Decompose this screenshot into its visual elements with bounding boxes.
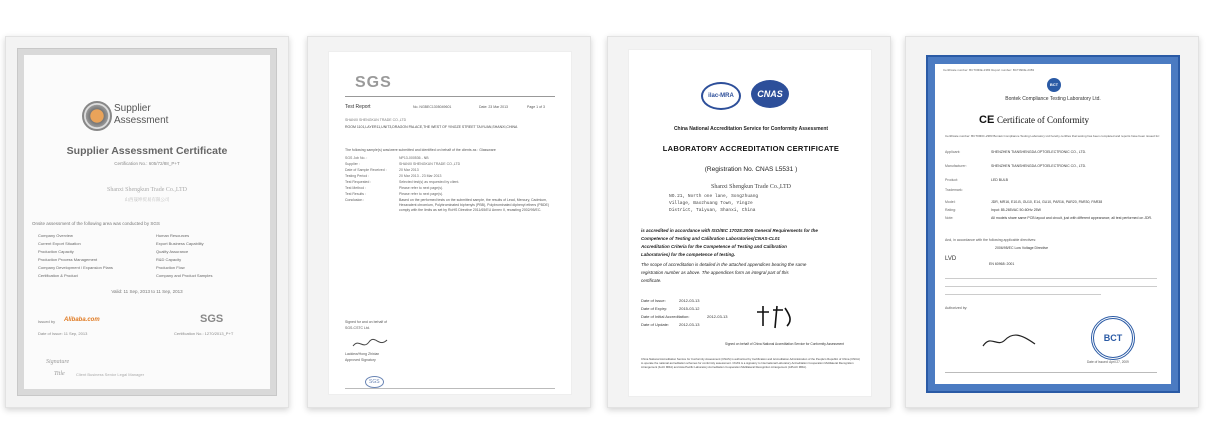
field-value: LED BULB — [991, 178, 1008, 182]
directive-value: 2006/95/EC Low Voltage Directive — [995, 246, 1049, 250]
date-value: 2012-03-13 — [679, 298, 700, 303]
issued-by-label: Issued by — [38, 319, 56, 324]
field-value: NP13-000536 - NB — [399, 156, 429, 160]
footer-rule — [345, 388, 555, 389]
field-value: 20 Mar 2013 - 23 Mar 2013 — [399, 174, 442, 178]
accreditation-line-3: Accreditation Criteria for the Competence of Testing and Calibration — [641, 244, 787, 249]
brand-line2: Assessment — [114, 115, 169, 126]
signed-for: Signed for and on behalf of — [345, 320, 388, 324]
assessed-text: Onsite assessment of the following area was conducted by SGS — [32, 221, 160, 226]
ce-mark-icon: CE — [979, 114, 995, 126]
top-reference: Certificate number: BCT09DE-2383 Report number: BCT09DE-2383 — [943, 68, 1035, 72]
cnas-logo-icon: CNAS — [751, 80, 789, 108]
area-right: Company and Product Samples — [156, 273, 213, 278]
area-right: Quality Assurance — [156, 249, 189, 254]
field-value: Selected test(s) as requested by client. — [399, 180, 460, 184]
certificate-paper — [18, 49, 276, 395]
signature-icon — [753, 304, 797, 330]
field-label: Test Results : — [345, 192, 367, 196]
client-address: ROOM 1101,LAYER11,UNIT3,DRAGON PALACE,THE WEST OF YINGZE STREET TAIYUAN,SHANXI,CHINA — [345, 125, 518, 129]
cnas-footer: China National Accreditation Service for Conformity Assessment (CNAS) is authorized by Certification and Accreditation Administration of the People's Republic of China (CNCA) to operate the national accreditation schemes for conformity assessment. CNAS is a signatory to International Laboratory Accreditation Cooperation Multilateral Recognition Arrangement (ILAC MRA) and Asia Pacific Laboratory Accreditation Cooperation Multilateral Recognition Arrangement (APLAC MRA). — [641, 357, 860, 369]
field-value: SHANXI SHENGKUN TRADE CO.,LTD — [399, 162, 461, 166]
field-value: Please refer to next page(s). — [399, 192, 444, 196]
company-name-cn: 山西晟坤贸易有限公司 — [124, 197, 170, 202]
date-label: Date of Issue: — [641, 298, 666, 303]
field-label: SGS Job No. : — [345, 156, 368, 160]
date-value: 2015-03-12 — [679, 306, 700, 311]
field-label: Note: — [945, 216, 954, 220]
area-left: Certification & Product — [38, 273, 78, 278]
field-label: Rating: — [945, 208, 957, 212]
certificate-title: Certificate of Conformity — [997, 115, 1089, 125]
certification-number: Certification No.: 605/72/88_P+T — [114, 161, 180, 166]
certificate-paper — [928, 57, 1178, 391]
bct-stamp-icon: BCT — [1091, 316, 1135, 360]
field-label: Test Requested : — [345, 180, 372, 184]
area-right: Export Business Capability — [156, 241, 204, 246]
authorized-label: Authorized by: — [945, 306, 968, 310]
report-number: No. NGBEC1305049601 — [413, 105, 452, 109]
certificate-title: LABORATORY ACCREDITATION CERTIFICATE — [662, 144, 840, 153]
conclusion-text: Based on the performed tests on the submitted sample, the results of Lead, Mercury, Cadmium, Hexavalent chromium, Polybrominated biphenyls (PBB), Polybrominated diphenyl ethers (PBDE) comply with the limits as set by RoHS Directive 2011/65/EU Annex II, recasting 2002/95/EC. — [399, 198, 549, 212]
field-label: Date of Sample Received : — [345, 168, 387, 172]
date-value: 2012-03-13 — [679, 322, 700, 327]
field-label: Trademark: — [945, 188, 963, 192]
field-label: Manufacturer: — [945, 164, 967, 168]
footer-rule — [945, 372, 1157, 373]
alibaba-seal-icon — [82, 101, 112, 131]
field-value: SHENZHEN TIANSHENGDA OPTOELECTRONIC CO., LTD. — [991, 164, 1087, 168]
title-label: Title — [54, 371, 65, 377]
certificate-intro: Certificate number: BCT09DC-2383 Bontek Compliance Testing Laboratory Ltd hereby certifies that testing has been completed and reports have been issued for: — [945, 134, 1160, 138]
accreditation-line-4: Laboratories) for the competence of testing. — [641, 252, 736, 257]
company-address-2: Village, Baozhuang Town, Yingze — [669, 201, 753, 206]
area-left: Production Capacity — [38, 249, 74, 254]
brand-line1: Supplier — [114, 103, 151, 114]
certification-number-2: Certification No.: 1270/2013_P+T — [174, 331, 234, 336]
area-left: Company Overview — [38, 233, 73, 238]
title-value: Client Business Senior Legal Manager — [76, 372, 145, 377]
sgs-logo: SGS — [200, 313, 224, 325]
field-label: Supplier : — [345, 162, 360, 166]
text-block-rule — [945, 294, 1101, 295]
header-rule — [345, 96, 555, 97]
scope-line-2: registration number as above. The appendices form an integral part of this — [641, 270, 789, 275]
date-label: Date of Expiry: — [641, 306, 668, 311]
bct-logo-icon: BCT — [1047, 78, 1061, 92]
page-number: Page 1 of 3 — [527, 105, 545, 109]
standard-value: EN 60968: 2001 — [989, 262, 1015, 266]
alibaba-logo: Alibaba.com — [64, 317, 100, 323]
certificate-title: Supplier Assessment Certificate — [66, 145, 228, 157]
date-label: Date of Update: — [641, 322, 670, 327]
registration-number: (Registration No. CNAS L5531 ) — [704, 166, 798, 173]
bct-certificate-of-conformity-frame — [905, 36, 1199, 408]
area-left: Current Export Situation — [38, 241, 81, 246]
signed-on-behalf: Signed on behalf of China National Accreditation Service for Conformity Assessment — [725, 342, 844, 346]
company-address-3: District, Taiyuan, Shanxi, China — [669, 208, 756, 213]
scope-line-1: The scope of accreditation is detailed in the attached appendices bearing the same — [641, 262, 807, 267]
lab-name: Bontek Compliance Testing Laboratory Ltd. — [1005, 96, 1101, 102]
company-name: Shanxi Shengkun Trade Co.,LTD — [711, 184, 791, 190]
signer-name: Lackiew/Hong Zhixian — [345, 352, 380, 356]
field-value: SHENZHEN TIANSHENGDA OPTOELECTRONIC CO., LTD. — [991, 150, 1087, 154]
sgs-logo: SGS — [355, 74, 392, 91]
report-intro: The following sample(s) was/were submitted and identified on behalf of the clients as : Glassware — [345, 148, 496, 152]
supplier-assessment-certificate-frame — [5, 36, 289, 408]
certificate-fields — [945, 150, 1161, 260]
sgs-stamp: SGS — [365, 376, 384, 388]
date-label: Date of Initial Accreditation: — [641, 314, 690, 319]
scope-line-3: certificate. — [641, 278, 662, 283]
report-paper — [328, 51, 572, 395]
area-left: Company Development / Expansion Plans — [38, 265, 113, 270]
signer-title: Approved Signatory — [345, 358, 376, 362]
field-value: JDR, MR16, E10-B, GU10, E14, GU10, PAR16, PAR20, PAR30, PAR38 — [991, 200, 1103, 204]
text-block-rule — [945, 278, 1157, 279]
issue-date: Date of Issue: 11 Sep, 2013 — [38, 331, 88, 336]
client-company: SHANXI SHENGKUN TRADE CO.,LTD — [345, 118, 407, 122]
field-value: Please refer to next page(s). — [399, 186, 444, 190]
area-left: Production Process Management — [38, 257, 98, 262]
field-label: Model: — [945, 200, 956, 204]
issued-date: Date of Issued: April 27, 2009 — [1087, 360, 1129, 364]
signature-label: Signature — [46, 359, 70, 365]
ilac-mra-logo-icon: ilac-MRA — [701, 82, 741, 110]
sgs-test-report-frame — [307, 36, 591, 408]
text-block-rule — [945, 286, 1157, 287]
date-value: 2012-03-13 — [707, 314, 728, 319]
company-name: Shanxi Shengkun Trade Co.,LTD — [107, 187, 187, 193]
document-title: Test Report — [345, 104, 371, 110]
field-value: All models share same PCB layout and circuit, just with different appearance, all test performed on JDR. — [991, 216, 1153, 220]
accreditation-line-2: Competence of Testing and Calibration Laboratories(CNAS-CL01 — [641, 236, 780, 241]
company-address-1: NO.21, North one lane, Songzhuang — [669, 194, 759, 199]
field-label: Product: — [945, 178, 959, 182]
field-label: Applicant: — [945, 150, 961, 154]
lvd-label: LVD — [945, 256, 957, 262]
field-label: Testing Period : — [345, 174, 370, 178]
field-value: 20 Mar 2013 — [399, 168, 419, 172]
field-label: Test Method : — [345, 186, 367, 190]
validity: Valid: 11 Sep, 2013 to 11 Sep, 2013 — [111, 289, 183, 294]
area-right: R&D Capacity — [156, 257, 182, 262]
signature-icon — [351, 336, 391, 350]
certificate-dates — [641, 298, 761, 338]
accreditation-line-1: is accredited in accordance with ISO/IEC 17025:2005 General Requirements for the — [641, 228, 818, 233]
signed-company: SGS-CSTC Ltd. — [345, 326, 370, 330]
area-right: Human Resources — [156, 233, 190, 238]
cnas-accreditation-certificate-frame — [607, 36, 891, 408]
signature-icon — [981, 332, 1039, 350]
directive-intro: And, in accordance with the following applicable directives: — [945, 238, 1037, 242]
area-right: Production Flow — [156, 265, 185, 270]
certificate-paper — [628, 49, 872, 397]
conclusion-label: Conclusion : — [345, 198, 365, 202]
report-date: Date: 23 Mar 2013 — [479, 105, 508, 109]
cnas-header: China National Accreditation Service for Conformity Assessment — [673, 126, 829, 132]
field-value: Input: 85-265VAC 50-60Hz 25W — [991, 208, 1041, 212]
